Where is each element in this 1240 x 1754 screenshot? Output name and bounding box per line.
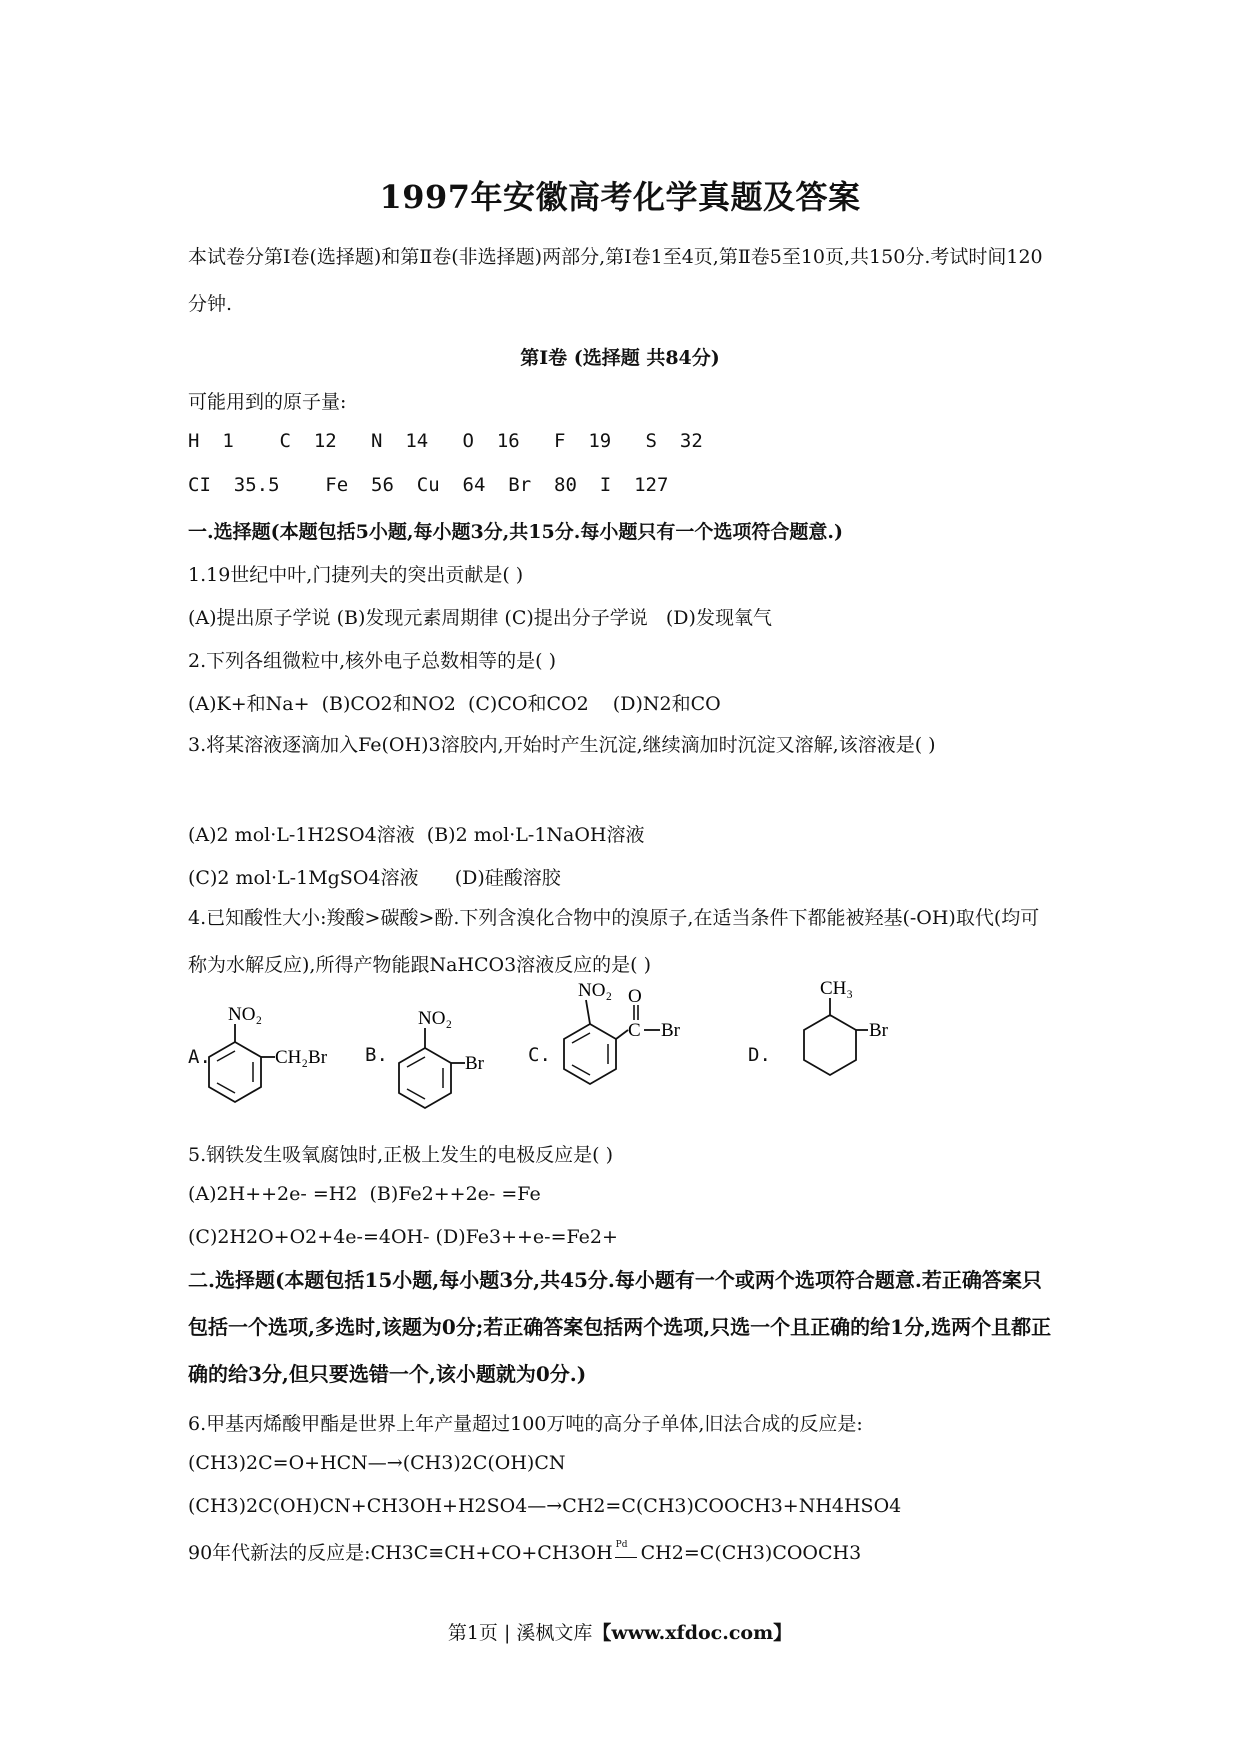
q4-b-substituent: NO₂ [418, 1008, 453, 1029]
catalyst-label: Pd [615, 1540, 628, 1550]
question-3-options-cd: (C)2 mol·L-1MgSO4溶液 (D)硅酸溶胶 [188, 867, 561, 889]
q4-c-side-group: Br [661, 1020, 680, 1041]
footer-separator: | [503, 1622, 511, 1644]
atomic-mass-label: 可能用到的原子量: [188, 391, 347, 413]
question-6-equation-3 [188, 1538, 861, 1565]
atomic-mass-row-1: H 1 C 12 N 14 O 16 F 19 S 32 [188, 430, 703, 452]
q4-option-a-label: A. [188, 1046, 211, 1068]
question-3: 3.将某溶液逐滴加入Fe(OH)3溶胶内,开始时产生沉淀,继续滴加时沉淀又溶解,该溶液是( ) [188, 734, 936, 756]
q4-b-side-group: Br [465, 1053, 484, 1074]
section1-heading: 第Ⅰ卷 (选择题 共84分) [520, 347, 720, 369]
footer-site-url[interactable]: 【www.xfdoc.com】 [592, 1622, 793, 1644]
question-5-options-cd: (C)2H2O+O2+4e-=4OH- (D)Fe3++e-=Fe2+ [188, 1226, 618, 1248]
q4-option-c-structure [560, 968, 710, 1093]
footer-site-name: 溪枫文库 [516, 1622, 593, 1644]
question-5: 5.钢铁发生吸氧腐蚀时,正极上发生的电极反应是( ) [188, 1144, 614, 1166]
q4-c-carbonyl-carbon: C [628, 1020, 641, 1041]
q4-option-b-label: B. [365, 1044, 388, 1066]
footer-page-number: 第1页 [447, 1622, 498, 1644]
question-6-equation-2: (CH3)2C(OH)CN+CH3OH+H2SO4—→CH2=C(CH3)COOCH3+NH4HSO4 [188, 1495, 902, 1517]
q4-option-d-label: D. [748, 1044, 771, 1066]
question-5-options-ab: (A)2H++2e- =H2 (B)Fe2++2e- =Fe [188, 1183, 541, 1205]
part2-heading: 二.选择题(本题包括15小题,每小题3分,共45分.每小题有一个或两个选项符合题意.若正确答案只包括一个选项,多选时,该题为0分;若正确答案包括两个选项,只选一个且正确的给1分,选两个且都正确的给3分,但只要选错一个,该小题就为0分.) [188, 1268, 1052, 1386]
q4-d-substituent: CH₃ [820, 978, 854, 999]
equation-3-product: CH2=C(CH3)COOCH3 [640, 1542, 862, 1564]
q4-option-a-structure [205, 1000, 345, 1110]
part1-heading: 一.选择题(本题包括5小题,每小题3分,共15分.每小题只有一个选项符合题意.) [188, 521, 843, 543]
reaction-arrow-line [615, 1557, 637, 1558]
q4-option-c-label: C. [528, 1044, 551, 1066]
q4-d-side-group: Br [869, 1020, 888, 1041]
question-1: 1.19世纪中叶,门捷列夫的突出贡献是( ) [188, 564, 524, 586]
question-2: 2.下列各组微粒中,核外电子总数相等的是( ) [188, 650, 557, 672]
page-footer [0, 1618, 1240, 1645]
page-title: 1997年安徽高考化学真题及答案 [379, 178, 861, 216]
question-6-equation-1: (CH3)2C=O+HCN—→(CH3)2C(OH)CN [188, 1452, 566, 1474]
question-2-options: (A)K+和Na+ (B)CO2和NO2 (C)CO和CO2 (D)N2和CO [188, 693, 721, 715]
intro-paragraph: 本试卷分第Ⅰ卷(选择题)和第Ⅱ卷(非选择题)两部分,第Ⅰ卷1至4页,第Ⅱ卷5至10页,共150分.考试时间120分钟. [188, 246, 1043, 315]
reaction-arrow-catalyst [613, 1540, 641, 1564]
q4-c-substituent: NO₂ [578, 980, 613, 1001]
atomic-mass-row-2: CI 35.5 Fe 56 Cu 64 Br 80 I 127 [188, 474, 669, 496]
q4-a-side-group: CH₂Br [275, 1047, 328, 1068]
question-3-options-ab: (A)2 mol·L-1H2SO4溶液 (B)2 mol·L-1NaOH溶液 [188, 824, 645, 846]
q4-option-b-structure [395, 1000, 515, 1115]
q4-c-carbonyl-oxygen: O [628, 986, 642, 1007]
q4-a-substituent: NO₂ [228, 1004, 263, 1025]
question-4: 4.已知酸性大小:羧酸>碳酸>酚.下列含溴化合物中的溴原子,在适当条件下都能被羟基(-OH)取代(均可称为水解反应),所得产物能跟NaHCO3溶液反应的是( ) [188, 907, 1040, 976]
question-1-options: (A)提出原子学说 (B)发现元素周期律 (C)提出分子学说 (D)发现氧气 [188, 607, 772, 629]
equation-3-reactants: 90年代新法的反应是:CH3C≡CH+CO+CH3OH [188, 1542, 613, 1564]
q4-option-d-structure [800, 970, 920, 1085]
question-6: 6.甲基丙烯酸甲酯是世界上年产量超过100万吨的高分子单体,旧法合成的反应是: [188, 1413, 863, 1435]
